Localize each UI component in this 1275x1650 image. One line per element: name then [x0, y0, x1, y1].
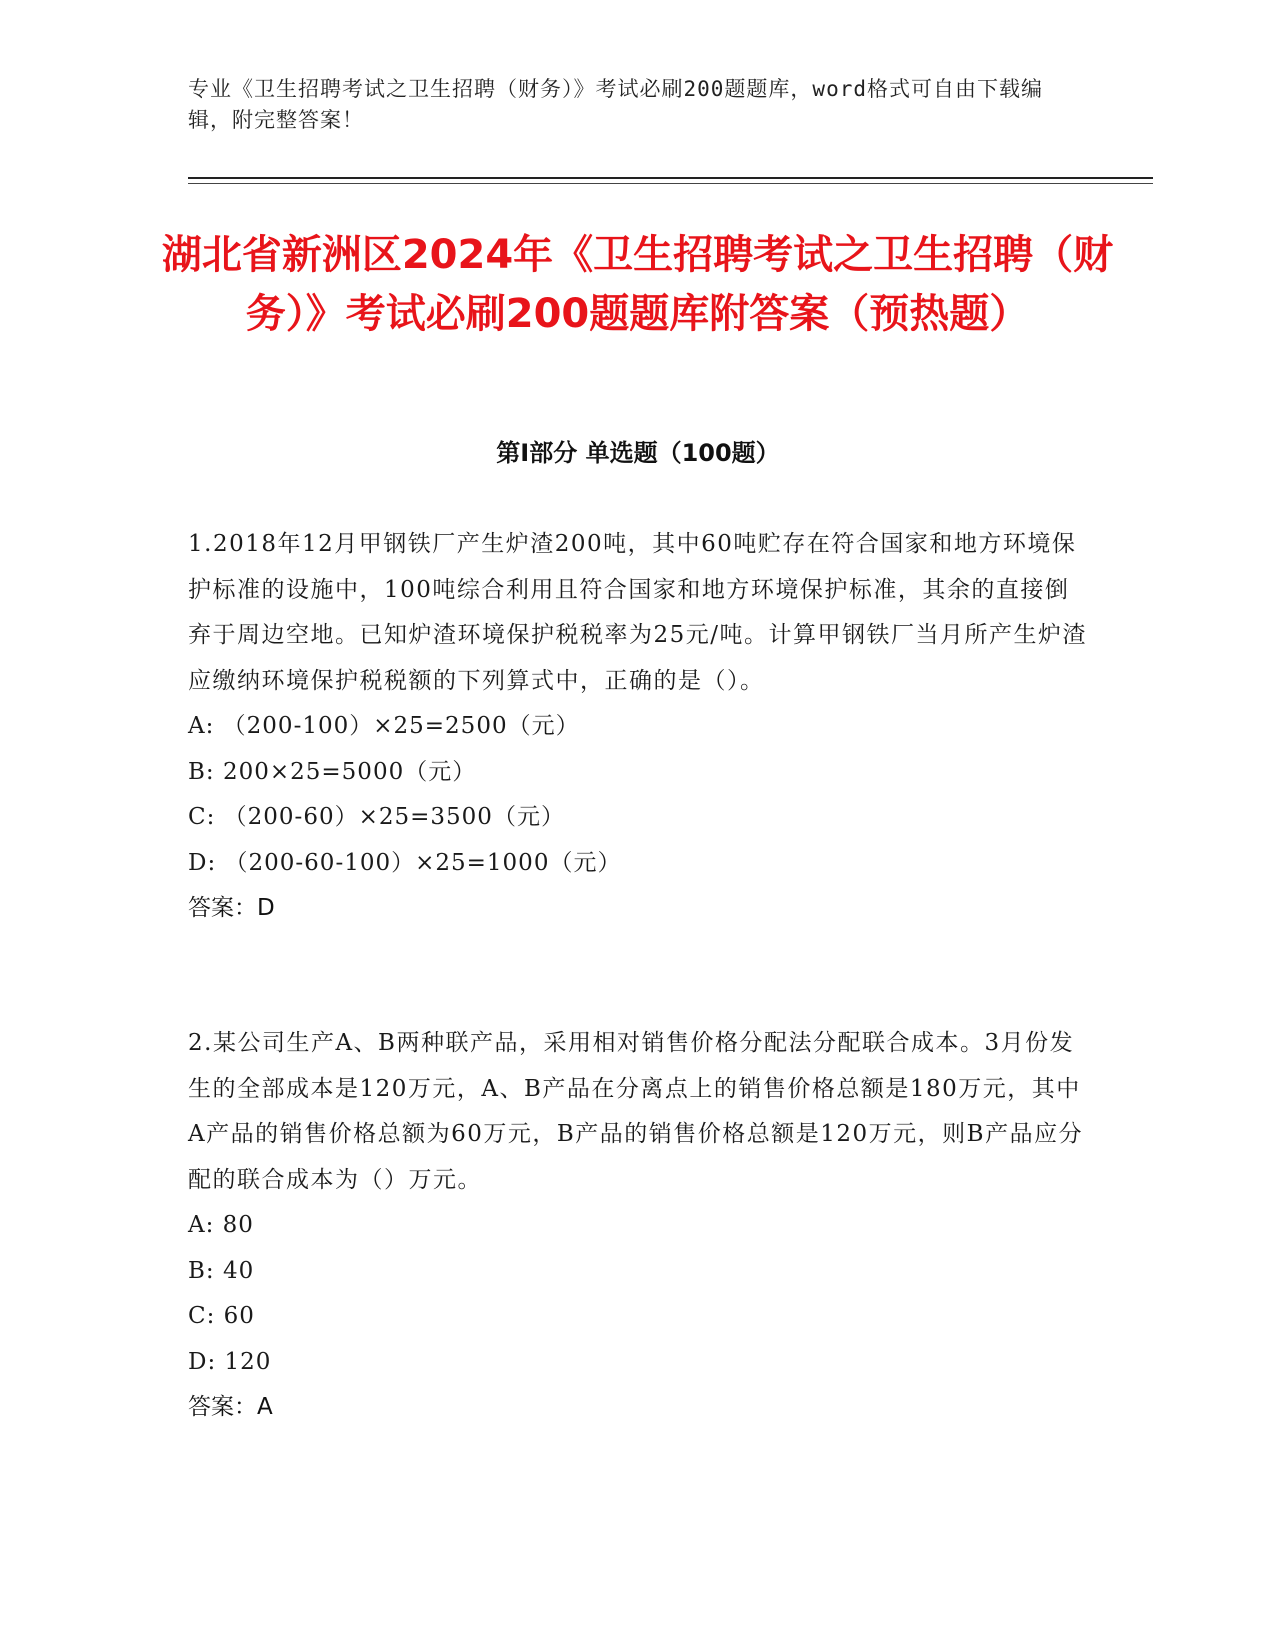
header-note: 专业《卫生招聘考试之卫生招聘（财务）》考试必刷200题题库，word格式可自由下载编辑，附完整答案！ [188, 77, 1043, 132]
option-b: B: 40 [188, 1257, 255, 1284]
option-d: D: 120 [188, 1348, 272, 1375]
option-d: D: （200-60-100）×25=1000（元） [188, 849, 622, 876]
option-c: C: （200-60）×25=3500（元） [188, 804, 565, 830]
option-b: B: 200×25=5000（元） [188, 758, 477, 785]
answer-line: 答案：D [188, 895, 275, 921]
question-stem: 1.2018年12月甲钢铁厂产生炉渣200吨，其中60吨贮存在符合国家和地方环境保护标准的设施中，100吨综合利用且符合国家和地方环境保护标准，其余的直接倒弃于周边空地。已知炉渣环境保护税税率为25元/吨。计算甲钢铁厂当月所产生炉渣应缴纳环境保护税税额的下列算式中，正确的是（）。 [188, 531, 1088, 694]
question-2 [188, 1021, 1088, 1431]
option-c: C: 60 [188, 1303, 255, 1329]
option-a: A: 80 [188, 1212, 254, 1238]
option-a: A: （200-100）×25=2500（元） [188, 713, 580, 739]
question-1 [188, 522, 1088, 932]
answer-line: 答案：A [188, 1394, 273, 1420]
header-rule-thick [188, 177, 1153, 179]
header-rule-thin [188, 183, 1153, 184]
question-stem: 2.某公司生产A、B两种联产品，采用相对销售价格分配法分配联合成本。3月份发生的全部成本是120万元，A、B产品在分离点上的销售价格总额是180万元，其中A产品的销售价格总额为60万元，B产品的销售价格总额是120万元，则B产品应分配的联合成本为（）万元。 [188, 1030, 1084, 1193]
document-title: 湖北省新洲区2024年《卫生招聘考试之卫生招聘（财务）》考试必刷200题题库附答案（预热题） [161, 232, 1114, 337]
section-heading: 第I部分 单选题（100题） [496, 439, 780, 467]
